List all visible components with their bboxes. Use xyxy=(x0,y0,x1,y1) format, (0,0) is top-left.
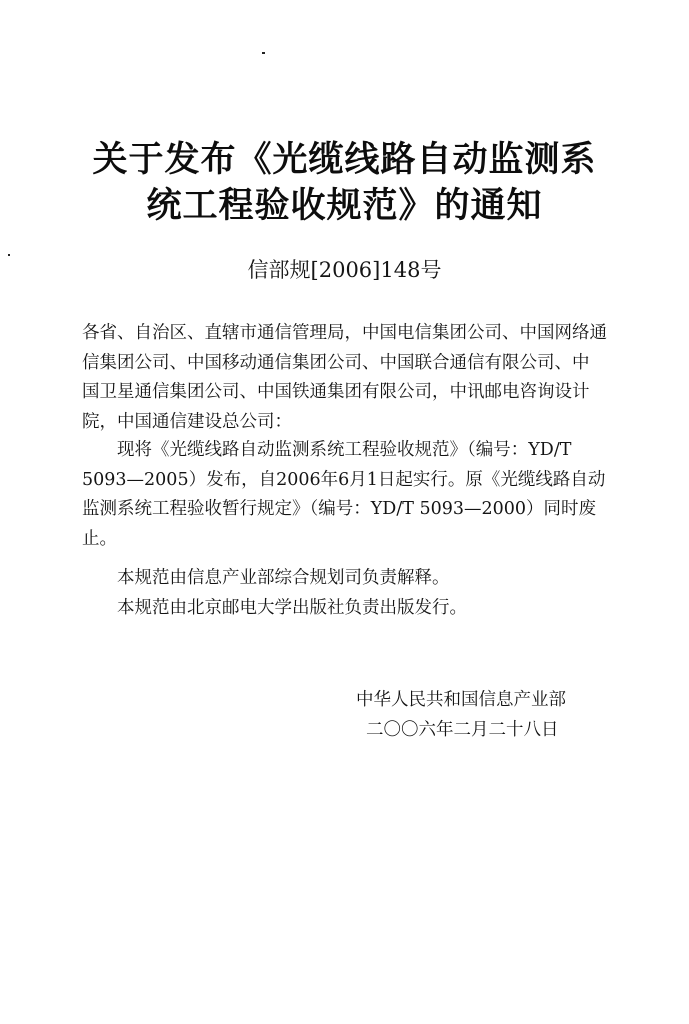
recipients-line: 各省、自治区、直辖市通信管理局，中国电信集团公司、中国网络通 xyxy=(82,323,607,343)
title-line-1: 关于发布《光缆线路自动监测系 xyxy=(92,139,597,180)
recipients-paragraph xyxy=(82,319,642,437)
recipients-line: 信集团公司、中国移动通信集团公司、中国联合通信有限公司、中 xyxy=(82,352,590,373)
main-paragraph-line: 监测系统工程验收暂行规定》（编号：YD/T 5093—2000）同时废 xyxy=(82,499,597,519)
signature-date: 二〇〇六年二月二十八日 xyxy=(366,720,559,740)
main-paragraph-line: 现将《光缆线路自动监测系统工程验收规范》（编号：YD/T xyxy=(117,440,572,460)
title-line-2: 统工程验收规范》的通知 xyxy=(146,185,543,226)
main-paragraph-line: 5093—2005）发布，自2006年6月1日起实行。原《光缆线路自动 xyxy=(82,469,606,490)
document-number: 信部规[2006]148号 xyxy=(247,258,442,282)
interpretation-line: 本规范由信息产业部综合规划司负责解释。 xyxy=(117,568,450,588)
signature-organization: 中华人民共和国信息产业部 xyxy=(356,690,566,710)
scan-speck xyxy=(262,52,265,54)
main-paragraph-line: 止。 xyxy=(82,528,117,549)
recipients-line: 国卫星通信集团公司、中国铁通集团有限公司，中讯邮电咨询设计 xyxy=(82,382,590,402)
publishing-line: 本规范由北京邮电大学出版社负责出版发行。 xyxy=(117,598,467,618)
main-paragraph xyxy=(82,436,642,554)
recipients-line: 院，中国通信建设总公司： xyxy=(82,411,292,432)
publishing-paragraph xyxy=(82,594,642,624)
interpretation-paragraph xyxy=(82,564,642,594)
